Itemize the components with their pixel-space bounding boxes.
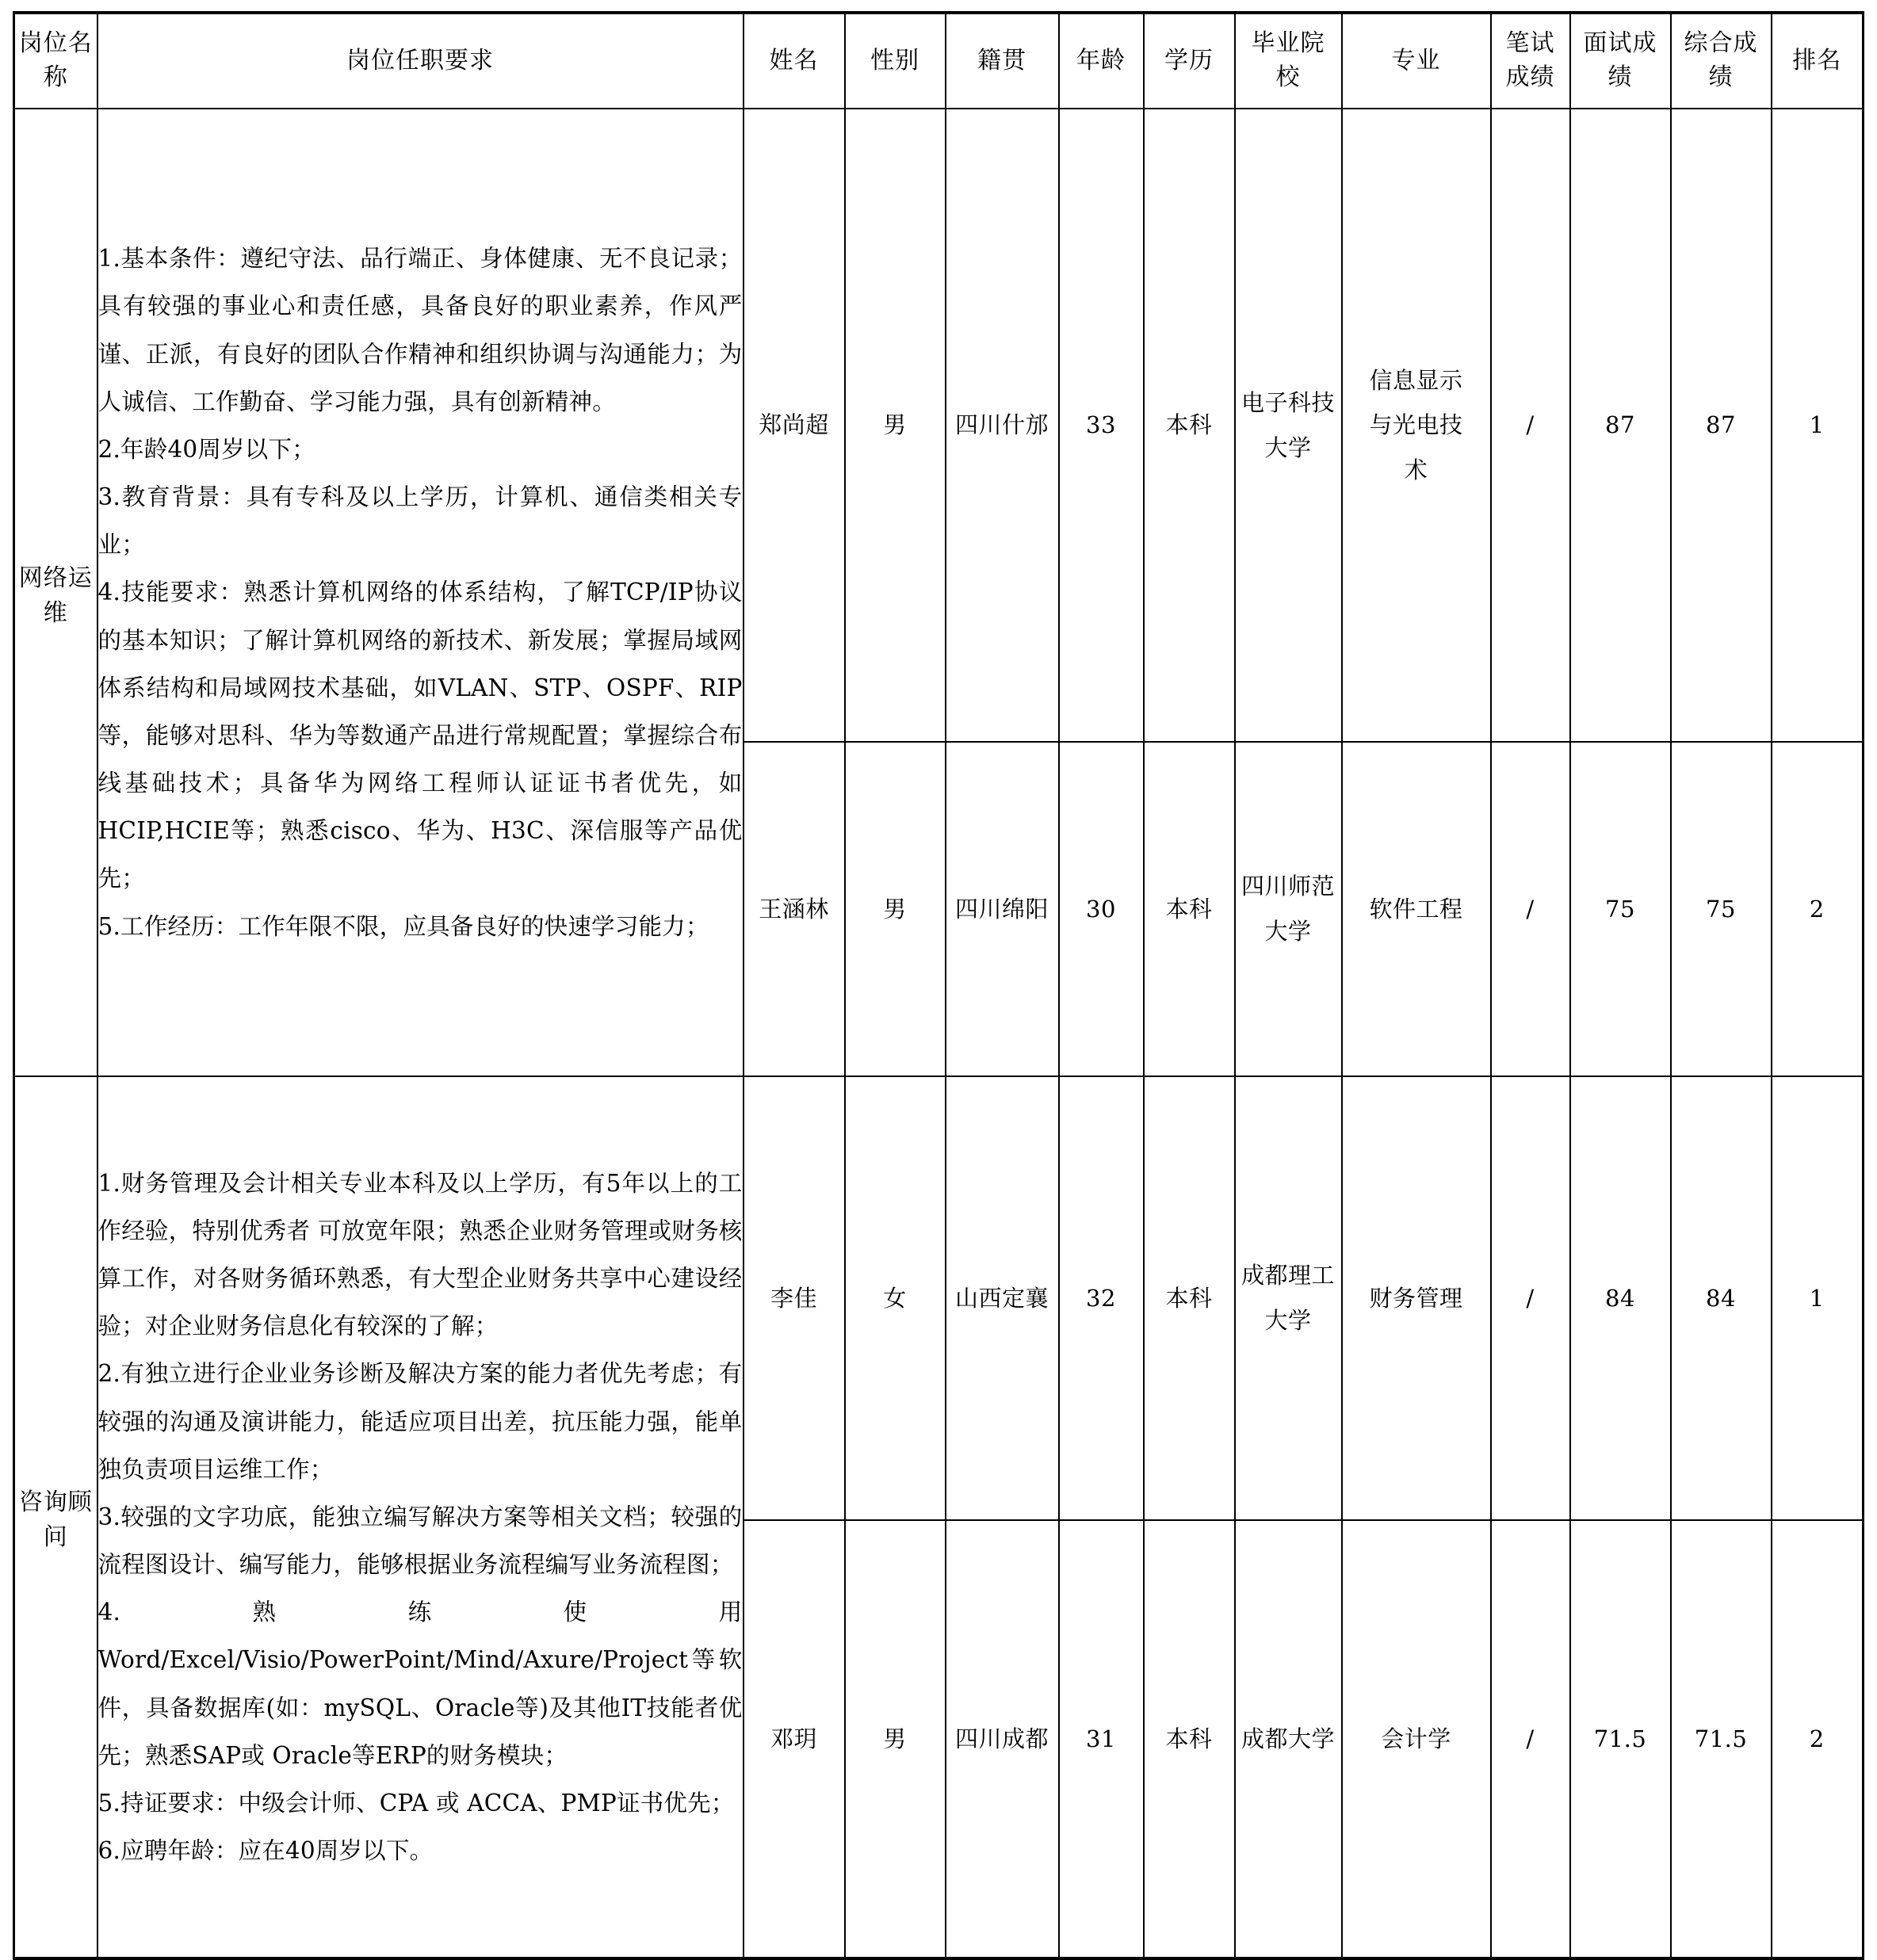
candidate-school-line: 成都大学 — [1241, 1725, 1335, 1752]
candidate-school-cell — [1235, 1520, 1342, 1958]
candidate-school-line: 大学 — [1264, 434, 1312, 461]
requirement-item: 4.熟练使用 Word/Excel/Visio/PowerPoint/Mind/Axure/Project等软件，具备数据库(如：mySQL、Oracle等)及其他IT技能者优先；熟悉SAP或 Oracle等ERP的财务模块； — [97, 1599, 743, 1769]
candidate-school-line: 成都理工 — [1241, 1262, 1335, 1289]
column-header-education — [1144, 13, 1235, 109]
position-requirements-cell — [97, 1076, 744, 1958]
column-header-line: 专业 — [1391, 46, 1441, 75]
candidate-major-cell — [1342, 1076, 1491, 1520]
position-name-cell: 网络运维 — [14, 109, 97, 1076]
candidate-written-cell: / — [1491, 742, 1570, 1076]
table-row — [14, 109, 1864, 742]
column-header-age — [1059, 13, 1144, 109]
column-header-composite — [1671, 13, 1772, 109]
column-header-line: 学历 — [1164, 46, 1214, 75]
requirement-item: 1.财务管理及会计相关专业本科及以上学历，有5年以上的工作经验，特别优秀者 可放宽年限；熟悉企业财务管理或财务核算工作，对各财务循环熟悉，有大型企业财务共享中心建设经验；对企业财务信息化有较深的了解； — [97, 1169, 743, 1340]
candidate-gender-cell: 男 — [845, 109, 946, 742]
requirement-item: 5.工作经历：工作年限不限，应具备良好的快速学习能力； — [97, 912, 709, 940]
column-header-name — [744, 13, 845, 109]
column-header-line: 岗位名称 — [18, 29, 93, 91]
column-header-written — [1491, 13, 1570, 109]
requirement-item: 6.应聘年龄：应在40周岁以下。 — [97, 1837, 434, 1865]
candidate-major-line: 会计学 — [1381, 1725, 1451, 1752]
recruitment-results-table — [13, 11, 1864, 1960]
candidate-rank-cell: 1 — [1772, 1076, 1864, 1520]
column-header-requirements — [97, 13, 744, 109]
candidate-written-cell: / — [1491, 1520, 1570, 1958]
requirement-item: 1.基本条件：遵纪守法、品行端正、身体健康、无不良记录；具有较强的事业心和责任感，具备良好的职业素养，作风严谨、正派，有良好的团队合作精神和组织协调与沟通能力；为人诚信、工作勤奋、学习能力强，具有创新精神。 — [97, 245, 743, 415]
column-header-line: 毕业院 — [1251, 29, 1325, 58]
column-header-hometown — [946, 13, 1059, 109]
candidate-major-cell — [1342, 742, 1491, 1076]
candidate-name-cell: 王涵林 — [744, 742, 845, 1076]
candidate-major-line: 财务管理 — [1369, 1284, 1463, 1312]
column-header-line: 绩 — [1708, 63, 1734, 91]
candidate-interview-cell: 87 — [1570, 109, 1671, 742]
candidate-school-cell — [1235, 109, 1342, 742]
candidate-education-cell: 本科 — [1144, 109, 1235, 742]
column-header-line: 性别 — [870, 46, 919, 75]
candidate-major-cell — [1342, 109, 1491, 742]
requirement-item: 3.教育背景：具有专科及以上学历，计算机、通信类相关专业； — [97, 483, 743, 559]
candidate-education-cell: 本科 — [1144, 1520, 1235, 1958]
candidate-school-line: 大学 — [1264, 918, 1312, 945]
candidate-major-line: 术 — [1404, 456, 1428, 483]
column-header-line: 姓名 — [769, 46, 819, 75]
candidate-age-cell: 31 — [1059, 1520, 1144, 1958]
requirement-item: 5.持证要求：中级会计师、CPA 或 ACCA、PMP证书优先； — [97, 1789, 735, 1817]
candidate-age-cell: 30 — [1059, 742, 1144, 1076]
candidate-major-line: 与光电技 — [1369, 411, 1463, 439]
candidate-interview-cell: 75 — [1570, 742, 1671, 1076]
column-header-line: 岗位任职要求 — [346, 46, 494, 75]
candidate-name-cell: 李佳 — [744, 1076, 845, 1520]
position-name-cell: 咨询顾问 — [14, 1076, 97, 1958]
column-header-interview — [1570, 13, 1671, 109]
candidate-written-cell: / — [1491, 109, 1570, 742]
candidate-education-cell: 本科 — [1144, 1076, 1235, 1520]
candidate-written-cell: / — [1491, 1076, 1570, 1520]
candidate-gender-cell: 男 — [845, 1520, 946, 1958]
candidate-major-line: 信息显示 — [1369, 366, 1463, 394]
candidate-school-line: 大学 — [1264, 1307, 1312, 1334]
candidate-age-cell: 32 — [1059, 1076, 1144, 1520]
requirement-item: 4.技能要求：熟悉计算机网络的体系结构，了解TCP/IP协议的基本知识；了解计算机网络的新技术、新发展；掌握局域网体系结构和局域网技术基础，如VLAN、STP、OSPF、RIP等，能够对思科、华为等数通产品进行常规配置；掌握综合布线基础技术；具备华为网络工程师认证证书者优先，如HCIP,HCIE等；熟悉cisco、华为、H3C、深信服等产品优先； — [97, 579, 743, 892]
column-header-line: 面试成 — [1583, 29, 1657, 58]
column-header-school — [1235, 13, 1342, 109]
candidate-school-line: 电子科技 — [1241, 388, 1335, 416]
candidate-rank-cell: 1 — [1772, 109, 1864, 742]
candidate-gender-cell: 女 — [845, 1076, 946, 1520]
candidate-major-cell — [1342, 1520, 1491, 1958]
candidate-hometown-cell: 四川绵阳 — [946, 742, 1059, 1076]
requirement-item: 2.年龄40周岁以下； — [97, 435, 315, 463]
candidate-interview-cell: 84 — [1570, 1076, 1671, 1520]
candidate-rank-cell: 2 — [1772, 1520, 1864, 1958]
column-header-position — [14, 13, 97, 109]
column-header-line: 综合成 — [1684, 29, 1758, 58]
column-header-line: 年龄 — [1076, 46, 1126, 75]
column-header-line: 笔试 — [1505, 29, 1555, 58]
candidate-school-cell — [1235, 742, 1342, 1076]
candidate-hometown-cell: 四川成都 — [946, 1520, 1059, 1958]
candidate-rank-cell: 2 — [1772, 742, 1864, 1076]
candidate-name-cell: 邓玥 — [744, 1520, 845, 1958]
column-header-major — [1342, 13, 1491, 109]
column-header-rank — [1772, 13, 1864, 109]
column-header-line: 籍贯 — [977, 46, 1026, 75]
table-header-row — [14, 13, 1864, 109]
candidate-composite-cell: 84 — [1671, 1076, 1772, 1520]
column-header-line: 绩 — [1607, 63, 1633, 91]
candidate-hometown-cell: 山西定襄 — [946, 1076, 1059, 1520]
position-requirements-cell — [97, 109, 744, 1076]
candidate-school-line: 四川师范 — [1241, 873, 1335, 900]
column-header-line: 成绩 — [1505, 63, 1555, 91]
requirement-item: 3.较强的文字功底，能独立编写解决方案等相关文档；较强的流程图设计、编写能力，能够根据业务流程编写业务流程图； — [97, 1503, 743, 1579]
candidate-education-cell: 本科 — [1144, 742, 1235, 1076]
candidate-name-cell: 郑尚超 — [744, 109, 845, 742]
column-header-gender — [845, 13, 946, 109]
column-header-line: 校 — [1275, 63, 1301, 91]
candidate-hometown-cell: 四川什邡 — [946, 109, 1059, 742]
candidate-interview-cell: 71.5 — [1570, 1520, 1671, 1958]
candidate-major-line: 软件工程 — [1369, 895, 1463, 923]
candidate-composite-cell: 75 — [1671, 742, 1772, 1076]
candidate-composite-cell: 71.5 — [1671, 1520, 1772, 1958]
column-header-line: 排名 — [1792, 46, 1842, 75]
table-row — [14, 1076, 1864, 1520]
candidate-gender-cell: 男 — [845, 742, 946, 1076]
requirement-item: 2.有独立进行企业业务诊断及解决方案的能力者优先考虑；有较强的沟通及演讲能力，能适应项目出差，抗压能力强，能单独负责项目运维工作； — [97, 1360, 743, 1483]
candidate-school-cell — [1235, 1076, 1342, 1520]
candidate-age-cell: 33 — [1059, 109, 1144, 742]
candidate-composite-cell: 87 — [1671, 109, 1772, 742]
